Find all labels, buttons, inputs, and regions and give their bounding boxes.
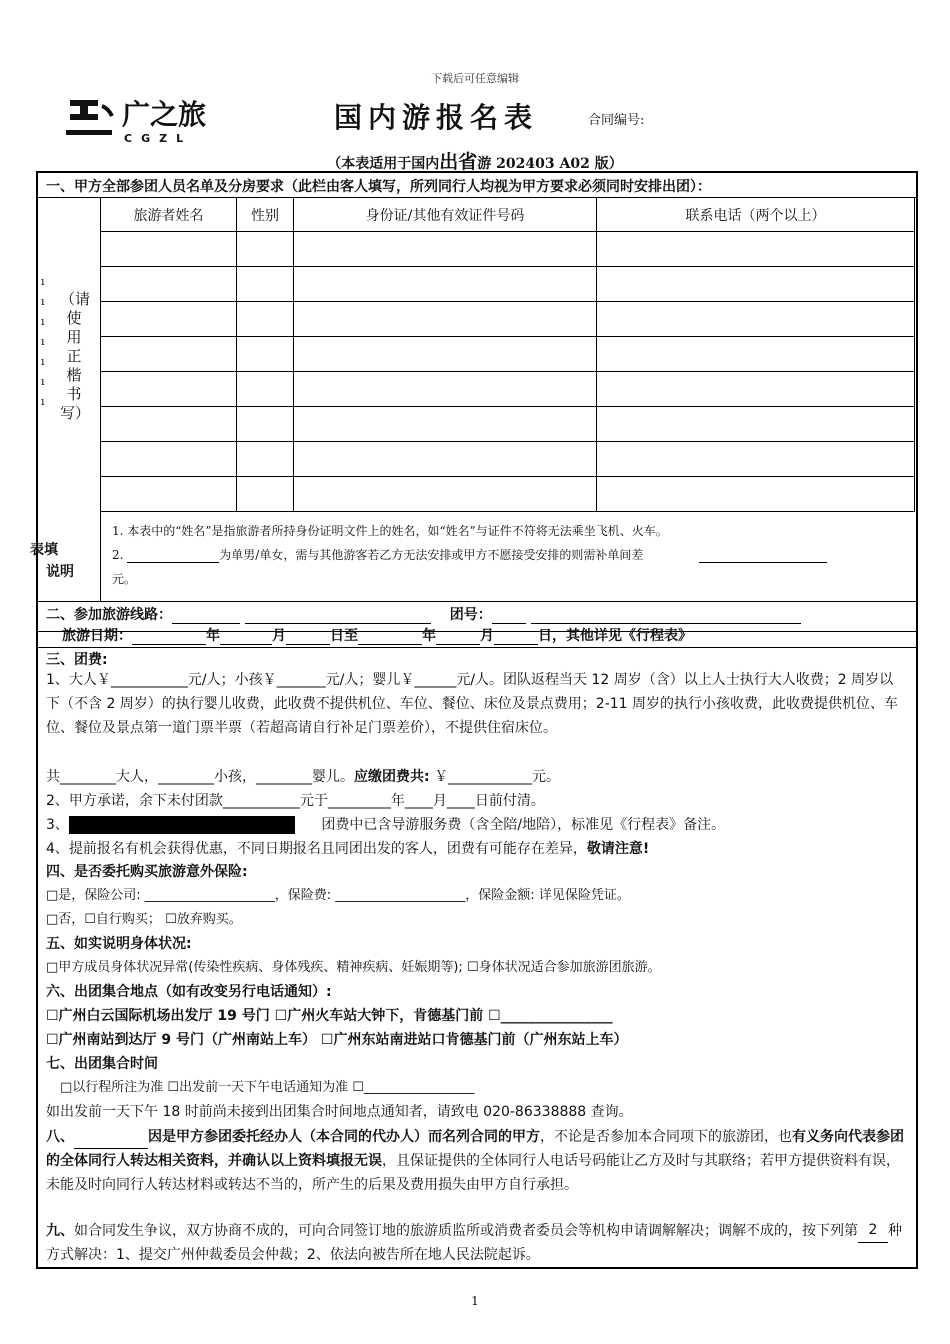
phone-cell[interactable] [597,302,915,337]
fee-total-line: 共________大人，________小孩，________婴儿。应缴团费共: ￥____________元。 [46,769,561,785]
contract-number-label: 合同编号: [588,113,645,128]
id-cell[interactable] [294,477,597,512]
route-line: 二、参加旅游线路： 团号： [46,604,801,624]
gender-cell[interactable] [237,442,294,477]
id-cell[interactable] [294,372,597,407]
meeting-time-options[interactable]: □以行程所注为准 ☐出发前一天下午电话通知为准 ☐_________________ [60,1080,475,1095]
gender-cell[interactable] [237,372,294,407]
faint-vertical-label: ı ı ı ı ı ı ı [41,275,45,408]
table-row [101,337,915,372]
note-2-tail: 元。 [112,572,137,586]
id-cell[interactable] [294,232,597,267]
single-room-fee-blank[interactable] [699,562,827,563]
notes-label: 表填 说明 [36,519,101,601]
early-booking-line: 4、提前报名有机会获得优惠，不同日期报名且同团出发的客人，团费有可能存在差异，敬请注意! [46,841,650,857]
health-line[interactable]: □甲方成员身体状况异常(传染性疾病、身体残疾、精神疾病、妊娠期等); ☐身体状况适合参加旅游团旅游。 [46,960,661,975]
note-1: 1. 本表中的“姓名”是指旅游者所持身份证明文件上的姓名，如“姓名”与证件不符将无法乘坐飞机、火车。 [112,524,668,538]
insurance-no-line[interactable]: □否，☐自行购买； ☐放弃购买。 [46,912,242,927]
section8-paragraph: 八、 因是甲方参团委托经办人（本合同的代办人）而名列合同的甲方，不论是否参加本合同项下的旅游团，也有义务向代表参团的全体同行人转达相关资料，并确认以上资料填报无误，且保证提供的全体同行人电话号码能让乙方及时与其联络；若甲方提供资料有误，未能及时向同行人转达材料或转达不当的，所产生的后果及费用损失由甲方自行承担。 [46,1129,904,1193]
participants-table [100,197,915,512]
phone-cell[interactable] [597,442,915,477]
phone-cell[interactable] [597,372,915,407]
gender-cell[interactable] [237,232,294,267]
route-blank-2[interactable] [245,623,431,624]
fee-paragraph: 1、大人￥___________元/人；小孩￥_______元/人；婴儿￥______元/人。团队返程当天 12 周岁（含）以上人士执行大人收费；2 周岁以下（不含 2 周岁）的执行婴儿收费，此收费不提供机位、车位、餐位、床位及景点费用；2-11 周岁的执行小孩收费，此收费提供机位、车位、餐位及景点第一道门票半票（若超高请自行补足门票差价），不提供住宿床位。 [46,672,899,736]
route-blank-1[interactable] [172,623,240,624]
single-room-blank[interactable] [127,562,219,563]
guide-fee-line: 3、 团费中已含导游服务费（含全陪/地陪），标准见《行程表》备注。 [46,817,726,833]
section3-heading: 三、团费: [46,652,108,668]
form-title: 国内游报名表 [334,101,539,134]
agent-blank[interactable] [74,1148,148,1149]
redacted-block [69,816,295,834]
end-year-blank[interactable] [358,644,422,645]
table-row [101,267,915,302]
table-row [101,302,915,337]
id-cell[interactable] [294,267,597,302]
col-header-phone: 联系电话（两个以上） [597,198,915,232]
section1-heading: 一、甲方全部参团人员名单及分房要求（此栏由客人填写，所列同行人均视为甲方要求必须同时安排出团）： [46,179,711,195]
gender-cell[interactable] [237,407,294,442]
balance-line: 2、甲方承诺，余下未付团款___________元于_________年____月____日前付清。 [46,793,545,809]
group-no-blank-2[interactable] [531,623,801,624]
phone-cell[interactable] [597,407,915,442]
start-day-blank[interactable] [286,644,330,645]
svg-text:CGZL: CGZL [124,132,193,145]
gender-cell[interactable] [237,267,294,302]
id-cell[interactable] [294,442,597,477]
gender-cell[interactable] [237,337,294,372]
table-row [101,407,915,442]
table-row [101,372,915,407]
name-cell[interactable] [101,337,237,372]
id-cell[interactable] [294,407,597,442]
section6-heading: 六、出团集合地点（如有改变另行电话通知）: [46,984,332,1000]
table-row [101,232,915,267]
insurance-yes-line[interactable]: □是，保险公司: ____________________，保险费: ____________________，保险金额: 详见保险凭证。 [46,888,630,903]
name-cell[interactable] [101,442,237,477]
section5-heading: 五、如实说明身体状况: [46,936,192,952]
section7-heading: 七、出团集合时间 [46,1056,158,1072]
name-cell[interactable] [101,302,237,337]
end-day-blank[interactable] [494,644,538,645]
name-cell[interactable] [101,232,237,267]
phone-cell[interactable] [597,267,915,302]
end-month-blank[interactable] [436,644,480,645]
section4-heading: 四、是否委托购买旅游意外保险: [46,864,248,880]
phone-cell[interactable] [597,477,915,512]
phone-cell[interactable] [597,337,915,372]
id-cell[interactable] [294,302,597,337]
name-cell[interactable] [101,477,237,512]
col-header-gender: 性别 [237,198,294,232]
travel-dates-line: 旅游日期： 年 月 日至 年 月 日，其他详见《行程表》 [62,628,692,644]
page-number: 1 [471,1294,479,1308]
form-subtitle: （本表适用于国内出省游 202403 A02 版） [327,151,623,173]
phone-cell[interactable] [597,232,915,267]
table-row [101,477,915,512]
col-header-id: 身份证/其他有效证件号码 [294,198,597,232]
start-year-blank[interactable] [132,644,206,645]
top-note: 下载后可任意编辑 [431,72,519,85]
section9-paragraph: 九、如合同发生争议，双方协商不成的，可向合同签订地的旅游质监所或消费者委员会等机构申请调解解决；调解不成的，按下列第 2 种方式解决：1、提交广州仲裁委员会仲裁；2、依法向被告所在地人民法院起诉。 [46,1218,906,1267]
name-cell[interactable] [101,407,237,442]
note-2: 2. 为单男/单女，需与其他游客若乙方无法安排或甲方不愿接受安排的则需补单间差 [112,546,906,563]
cgzl-logo [64,86,224,148]
col-header-name: 旅游者姓名 [101,198,237,232]
name-cell[interactable] [101,267,237,302]
name-cell[interactable] [101,372,237,407]
meeting-time-note: 如出发前一天下午 18 时前尚未接到出团集合时间地点通知者，请致电 020-86338888 查询。 [46,1104,633,1120]
svg-text:广之旅: 广之旅 [122,98,207,131]
group-no-blank-1[interactable] [492,623,526,624]
start-month-blank[interactable] [220,644,272,645]
id-cell[interactable] [294,337,597,372]
meeting-point-line-2[interactable]: ☐广州南站到达厅 9 号门（广州南站上车） ☐广州东站南进站口肯德基门前（广州东站上车） [46,1032,628,1048]
dispute-choice[interactable]: 2 [858,1218,888,1243]
table-row [101,442,915,477]
meeting-point-line-1[interactable]: ☐广州白云国际机场出发厅 19 号门 ☐广州火车站大钟下，肯德基门前 ☐________________ [46,1008,613,1024]
handwriting-note: （请使用正楷书写） [60,290,91,422]
gender-cell[interactable] [237,477,294,512]
gender-cell[interactable] [237,302,294,337]
